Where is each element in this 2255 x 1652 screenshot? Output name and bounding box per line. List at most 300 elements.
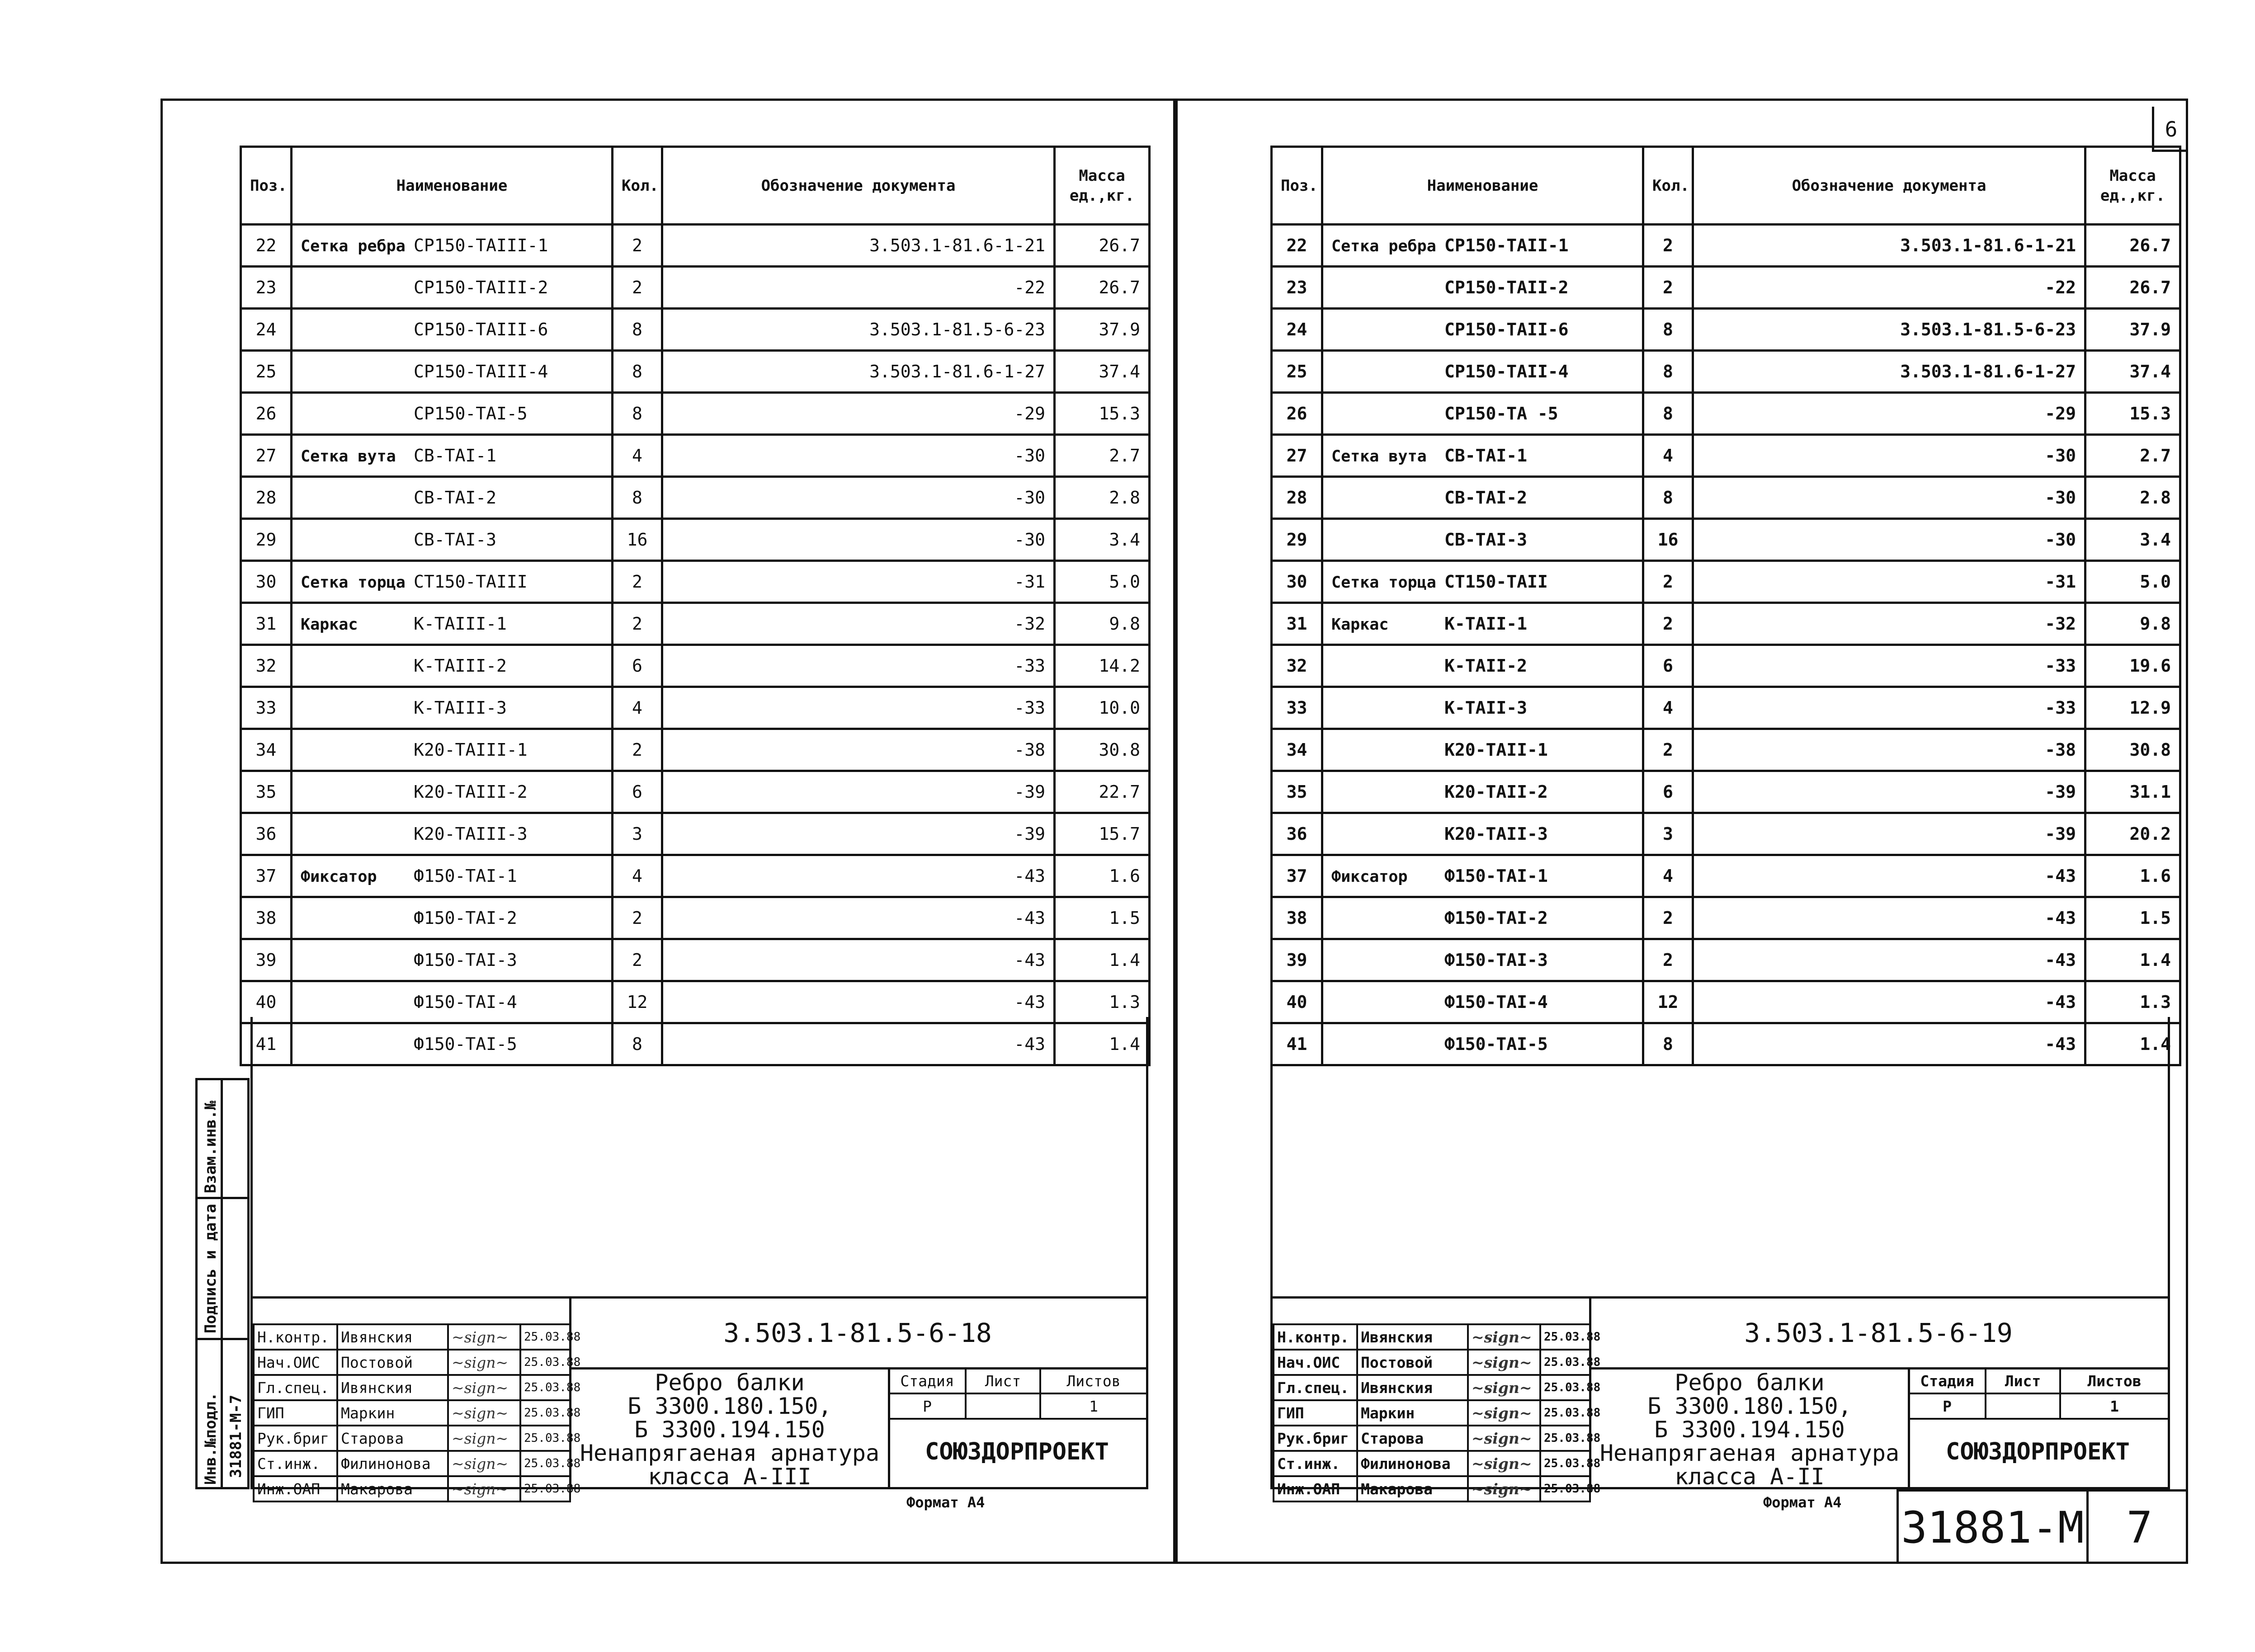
cell-item-name: К20-ТАII-2 bbox=[1444, 782, 1548, 802]
cell-pos: 25 bbox=[1272, 351, 1322, 393]
cell-item-name: Ф150-ТАI-5 bbox=[414, 1034, 517, 1054]
staff-role: Нач.ОИС bbox=[1274, 1350, 1357, 1375]
staff-name: Филинонова bbox=[337, 1451, 448, 1476]
cell-mass: 15.7 bbox=[1055, 813, 1150, 855]
table-row bbox=[241, 267, 1150, 309]
cell-doc: -43 bbox=[1693, 939, 2085, 981]
left-sheets-label: Листов bbox=[1040, 1368, 1147, 1393]
cell-name bbox=[292, 477, 613, 519]
cell-doc: -29 bbox=[662, 393, 1055, 435]
staff-role: Инж.ОАП bbox=[1274, 1476, 1357, 1501]
cell-pos: 30 bbox=[241, 561, 292, 603]
cell-qty: 8 bbox=[1643, 309, 1693, 351]
cell-mass: 5.0 bbox=[1055, 561, 1150, 603]
table-row bbox=[1272, 729, 2180, 771]
staff-name: Старова bbox=[337, 1426, 448, 1451]
table-row bbox=[1272, 309, 2180, 351]
staff-role: ГИП bbox=[254, 1400, 337, 1426]
left-org-name: СОЮЗДОРПРОЕКТ bbox=[925, 1438, 1109, 1465]
cell-pos: 22 bbox=[241, 225, 292, 267]
cell-item-name: Ф150-ТАI-5 bbox=[1444, 1034, 1548, 1054]
cell-qty: 8 bbox=[613, 393, 662, 435]
left-header-doc: Обозначение документа bbox=[662, 147, 1055, 225]
cell-pos: 24 bbox=[1272, 309, 1322, 351]
left-sheet-label: Лист bbox=[966, 1368, 1040, 1393]
staff-row bbox=[1274, 1426, 1590, 1451]
cell-item-name: СТ150-ТАII bbox=[1444, 572, 1548, 592]
cell-pos: 40 bbox=[241, 981, 292, 1023]
cell-item-name: Ф150-ТАI-3 bbox=[414, 950, 517, 970]
cell-qty: 12 bbox=[613, 981, 662, 1023]
staff-row bbox=[1274, 1400, 1590, 1426]
cell-pos: 40 bbox=[1272, 981, 1322, 1023]
staff-name: Ивянския bbox=[1357, 1324, 1468, 1350]
cell-name bbox=[1322, 309, 1643, 351]
cell-pos: 31 bbox=[241, 603, 292, 645]
table-row bbox=[1272, 603, 2180, 645]
cell-pos: 30 bbox=[1272, 561, 1322, 603]
left-sheet-value bbox=[966, 1393, 1040, 1419]
cell-pos: 22 bbox=[1272, 225, 1322, 267]
cell-group: Фиксатор bbox=[1331, 868, 1408, 886]
cell-pos: 23 bbox=[241, 267, 292, 309]
staff-row bbox=[254, 1375, 570, 1400]
table-row bbox=[241, 477, 1150, 519]
right-sheet-label: Лист bbox=[1986, 1368, 2060, 1393]
cell-qty: 6 bbox=[1643, 645, 1693, 687]
cell-qty: 2 bbox=[1643, 225, 1693, 267]
cell-mass: 3.4 bbox=[1055, 519, 1150, 561]
cell-item-name: К20-ТАIII-1 bbox=[414, 740, 528, 760]
table-row bbox=[241, 225, 1150, 267]
cell-item-name: СВ-ТАI-3 bbox=[414, 530, 497, 550]
cell-name bbox=[292, 645, 613, 687]
cell-pos: 26 bbox=[1272, 393, 1322, 435]
staff-row bbox=[1274, 1324, 1590, 1350]
cell-group: Фиксатор bbox=[301, 868, 377, 886]
album-page-number: 7 bbox=[2126, 1502, 2153, 1553]
staff-date: 25.03.88 bbox=[520, 1324, 570, 1350]
staff-signature: ~sign~ bbox=[1468, 1476, 1540, 1501]
staff-signature: ~sign~ bbox=[448, 1324, 520, 1350]
left-side-inv-label: Инв.№подл. bbox=[202, 1392, 220, 1485]
right-title-block bbox=[1270, 1296, 2170, 1498]
cell-doc: 3.503.1-81.6-1-21 bbox=[662, 225, 1055, 267]
staff-date: 25.03.88 bbox=[520, 1451, 570, 1476]
cell-name bbox=[292, 393, 613, 435]
cell-doc: -33 bbox=[1693, 645, 2085, 687]
cell-mass: 22.7 bbox=[1055, 771, 1150, 813]
table-row bbox=[1272, 687, 2180, 729]
cell-qty: 6 bbox=[613, 645, 662, 687]
staff-name: Макарова bbox=[337, 1476, 448, 1501]
cell-qty: 4 bbox=[1643, 435, 1693, 477]
cell-qty: 8 bbox=[613, 309, 662, 351]
cell-item-name: СР150-ТАII-1 bbox=[1444, 235, 1569, 255]
staff-row bbox=[254, 1426, 570, 1451]
cell-mass: 20.2 bbox=[2085, 813, 2180, 855]
cell-mass: 1.6 bbox=[1055, 855, 1150, 897]
cell-doc: -43 bbox=[1693, 1023, 2085, 1065]
staff-row bbox=[1274, 1476, 1590, 1501]
cell-item-name: К20-ТАIII-3 bbox=[414, 824, 528, 844]
cell-group: Сетка торца bbox=[1331, 574, 1436, 592]
cell-doc: -30 bbox=[662, 477, 1055, 519]
left-format-label: Формат А4 bbox=[906, 1494, 985, 1511]
staff-signature: ~sign~ bbox=[1468, 1375, 1540, 1400]
left-header-name: Наименование bbox=[292, 147, 613, 225]
cell-pos: 39 bbox=[1272, 939, 1322, 981]
cell-doc: -30 bbox=[662, 435, 1055, 477]
cell-mass: 12.9 bbox=[2085, 687, 2180, 729]
cell-qty: 8 bbox=[613, 351, 662, 393]
staff-date: 25.03.88 bbox=[1540, 1375, 1590, 1400]
cell-name bbox=[1322, 561, 1643, 603]
cell-qty: 12 bbox=[1643, 981, 1693, 1023]
cell-item-name: Ф150-ТАI-2 bbox=[414, 908, 517, 928]
cell-name bbox=[292, 729, 613, 771]
cell-group: Сетка ребра bbox=[1331, 237, 1436, 255]
cell-name bbox=[1322, 435, 1643, 477]
cell-group: Каркас bbox=[1331, 616, 1389, 634]
cell-item-name: К-ТАIII-1 bbox=[414, 614, 507, 634]
cell-mass: 26.7 bbox=[2085, 225, 2180, 267]
staff-signature: ~sign~ bbox=[448, 1426, 520, 1451]
cell-qty: 2 bbox=[613, 729, 662, 771]
table-row bbox=[1272, 645, 2180, 687]
cell-doc: -43 bbox=[1693, 897, 2085, 939]
cell-qty: 8 bbox=[1643, 477, 1693, 519]
cell-qty: 2 bbox=[613, 603, 662, 645]
cell-name bbox=[1322, 897, 1643, 939]
cell-qty: 2 bbox=[1643, 729, 1693, 771]
table-row bbox=[241, 771, 1150, 813]
cell-doc: -31 bbox=[1693, 561, 2085, 603]
cell-doc: -43 bbox=[662, 1023, 1055, 1065]
cell-item-name: К20-ТАIII-2 bbox=[414, 782, 528, 802]
right-header-doc: Обозначение документа bbox=[1693, 147, 2085, 225]
staff-signature: ~sign~ bbox=[1468, 1451, 1540, 1476]
cell-doc: -38 bbox=[1693, 729, 2085, 771]
right-header-pos: Поз. bbox=[1272, 147, 1322, 225]
staff-signature: ~sign~ bbox=[448, 1350, 520, 1375]
right-table-body bbox=[1272, 225, 2180, 1065]
cell-pos: 29 bbox=[1272, 519, 1322, 561]
cell-doc: 3.503.1-81.5-6-23 bbox=[1693, 309, 2085, 351]
left-staff-table bbox=[253, 1323, 581, 1502]
staff-name: Макарова bbox=[1357, 1476, 1468, 1501]
staff-role: Нач.ОИС bbox=[254, 1350, 337, 1375]
table-row bbox=[1272, 897, 2180, 939]
staff-row bbox=[254, 1400, 570, 1426]
cell-name bbox=[1322, 393, 1643, 435]
table-row bbox=[241, 813, 1150, 855]
cell-pos: 28 bbox=[1272, 477, 1322, 519]
table-row bbox=[1272, 393, 2180, 435]
cell-pos: 41 bbox=[241, 1023, 292, 1065]
cell-doc: -30 bbox=[662, 519, 1055, 561]
cell-qty: 4 bbox=[613, 855, 662, 897]
table-row bbox=[1272, 519, 2180, 561]
cell-mass: 1.5 bbox=[1055, 897, 1150, 939]
cell-name bbox=[292, 603, 613, 645]
cell-pos: 23 bbox=[1272, 267, 1322, 309]
cell-pos: 26 bbox=[241, 393, 292, 435]
cell-qty: 8 bbox=[1643, 393, 1693, 435]
cell-pos: 35 bbox=[1272, 771, 1322, 813]
table-row bbox=[1272, 267, 2180, 309]
cell-pos: 36 bbox=[241, 813, 292, 855]
left-header-qty: Кол. bbox=[613, 147, 662, 225]
cell-mass: 1.4 bbox=[2085, 939, 2180, 981]
staff-row bbox=[254, 1451, 570, 1476]
staff-date: 25.03.88 bbox=[1540, 1426, 1590, 1451]
cell-qty: 8 bbox=[1643, 351, 1693, 393]
cell-item-name: К-ТАII-2 bbox=[1444, 656, 1528, 676]
staff-row bbox=[254, 1324, 570, 1350]
cell-qty: 2 bbox=[613, 939, 662, 981]
left-stage-value: Р bbox=[889, 1393, 966, 1419]
table-row bbox=[241, 687, 1150, 729]
cell-item-name: СВ-ТАI-3 bbox=[1444, 530, 1528, 550]
staff-role: Н.контр. bbox=[1274, 1324, 1357, 1350]
right-sheets-value: 1 bbox=[2060, 1393, 2169, 1419]
staff-name: Ивянския bbox=[337, 1324, 448, 1350]
cell-pos: 39 bbox=[241, 939, 292, 981]
table-row bbox=[1272, 561, 2180, 603]
cell-mass: 37.9 bbox=[1055, 309, 1150, 351]
cell-doc: -30 bbox=[1693, 519, 2085, 561]
cell-item-name: СВ-ТАI-2 bbox=[414, 488, 497, 508]
cell-mass: 15.3 bbox=[1055, 393, 1150, 435]
cell-pos: 28 bbox=[241, 477, 292, 519]
cell-name bbox=[292, 855, 613, 897]
cell-mass: 30.8 bbox=[2085, 729, 2180, 771]
cell-mass: 1.4 bbox=[1055, 1023, 1150, 1065]
table-row bbox=[241, 435, 1150, 477]
staff-signature: ~sign~ bbox=[448, 1400, 520, 1426]
cell-doc: -43 bbox=[1693, 981, 2085, 1023]
cell-mass: 1.3 bbox=[1055, 981, 1150, 1023]
cell-doc: 3.503.1-81.5-6-23 bbox=[662, 309, 1055, 351]
staff-date: 25.03.88 bbox=[520, 1375, 570, 1400]
cell-name bbox=[292, 939, 613, 981]
right-title-text bbox=[1591, 1371, 1908, 1488]
cell-qty: 4 bbox=[613, 435, 662, 477]
cell-pos: 32 bbox=[241, 645, 292, 687]
cell-group: Сетка вута bbox=[301, 447, 396, 466]
cell-item-name: Ф150-ТАI-4 bbox=[1444, 992, 1548, 1012]
right-spec-table bbox=[1270, 146, 2179, 1066]
left-side-divider-v bbox=[221, 1078, 223, 1489]
cell-pos: 27 bbox=[1272, 435, 1322, 477]
cell-name bbox=[1322, 687, 1643, 729]
staff-date: 25.03.88 bbox=[520, 1426, 570, 1451]
staff-role: Инж.ОАП bbox=[254, 1476, 337, 1501]
cell-mass: 14.2 bbox=[1055, 645, 1150, 687]
cell-item-name: СВ-ТАI-2 bbox=[1444, 488, 1528, 508]
cell-mass: 26.7 bbox=[1055, 225, 1150, 267]
cell-mass: 9.8 bbox=[1055, 603, 1150, 645]
table-row bbox=[241, 729, 1150, 771]
cell-doc: -39 bbox=[662, 771, 1055, 813]
cell-name bbox=[1322, 225, 1643, 267]
table-row bbox=[241, 561, 1150, 603]
cell-qty: 2 bbox=[1643, 603, 1693, 645]
cell-mass: 5.0 bbox=[2085, 561, 2180, 603]
cell-doc: 3.503.1-81.6-1-21 bbox=[1693, 225, 2085, 267]
cell-mass: 19.6 bbox=[2085, 645, 2180, 687]
right-staff-table bbox=[1273, 1323, 1601, 1502]
cell-mass: 15.3 bbox=[2085, 393, 2180, 435]
cell-item-name: СР150-ТАIII-6 bbox=[414, 320, 548, 339]
left-table-empty-area bbox=[250, 1017, 1148, 1299]
cell-mass: 37.4 bbox=[1055, 351, 1150, 393]
cell-pos: 37 bbox=[1272, 855, 1322, 897]
staff-signature: ~sign~ bbox=[448, 1451, 520, 1476]
left-title-line-2: Б 3300.180.150, bbox=[627, 1393, 832, 1419]
table-row bbox=[1272, 771, 2180, 813]
right-sheets-label: Листов bbox=[2060, 1368, 2169, 1393]
cell-qty: 6 bbox=[1643, 771, 1693, 813]
left-header-mass: Масса ед.,кг. bbox=[1055, 147, 1150, 225]
right-page-number: 6 bbox=[2152, 107, 2188, 152]
cell-qty: 8 bbox=[613, 477, 662, 519]
album-code: 31881-М bbox=[1899, 1492, 2089, 1564]
cell-qty: 3 bbox=[613, 813, 662, 855]
cell-qty: 2 bbox=[613, 225, 662, 267]
cell-item-name: Ф150-ТАI-4 bbox=[414, 992, 517, 1012]
cell-qty: 8 bbox=[1643, 1023, 1693, 1065]
staff-signature: ~sign~ bbox=[448, 1476, 520, 1501]
table-row bbox=[1272, 225, 2180, 267]
cell-item-name: СР150-ТАII-6 bbox=[1444, 320, 1569, 339]
staff-row bbox=[254, 1350, 570, 1375]
staff-role: Рук.бриг bbox=[254, 1426, 337, 1451]
cell-doc: -29 bbox=[1693, 393, 2085, 435]
cell-doc: -39 bbox=[1693, 771, 2085, 813]
cell-pos: 32 bbox=[1272, 645, 1322, 687]
left-stage-table bbox=[888, 1367, 1148, 1420]
cell-group: Каркас bbox=[301, 616, 358, 634]
staff-signature: ~sign~ bbox=[1468, 1426, 1540, 1451]
cell-doc: 3.503.1-81.6-1-27 bbox=[662, 351, 1055, 393]
cell-name bbox=[1322, 771, 1643, 813]
cell-qty: 2 bbox=[1643, 897, 1693, 939]
cell-group: Сетка торца bbox=[301, 574, 406, 592]
cell-mass: 1.3 bbox=[2085, 981, 2180, 1023]
left-doc-code: 3.503.1-81.5-6-18 bbox=[723, 1318, 992, 1348]
cell-item-name: СР150-ТАII-4 bbox=[1444, 362, 1569, 381]
cell-doc: -22 bbox=[662, 267, 1055, 309]
staff-name: Маркин bbox=[1357, 1400, 1468, 1426]
cell-pos: 24 bbox=[241, 309, 292, 351]
cell-pos: 38 bbox=[241, 897, 292, 939]
cell-mass: 26.7 bbox=[2085, 267, 2180, 309]
cell-doc: -32 bbox=[662, 603, 1055, 645]
cell-item-name: СТ150-ТАIII bbox=[414, 572, 528, 592]
cell-item-name: СР150-ТАIII-1 bbox=[414, 235, 548, 255]
right-title-line-1: Ребро балки bbox=[1675, 1370, 1825, 1396]
right-header-row bbox=[1272, 147, 2180, 225]
cell-name bbox=[292, 771, 613, 813]
cell-mass: 3.4 bbox=[2085, 519, 2180, 561]
cell-mass: 2.8 bbox=[1055, 477, 1150, 519]
staff-role: Н.контр. bbox=[254, 1324, 337, 1350]
staff-date: 25.03.88 bbox=[520, 1350, 570, 1375]
staff-name: Постовой bbox=[337, 1350, 448, 1375]
table-row bbox=[241, 897, 1150, 939]
left-stage-label: Стадия bbox=[889, 1368, 966, 1393]
staff-signature: ~sign~ bbox=[448, 1375, 520, 1400]
cell-pos: 38 bbox=[1272, 897, 1322, 939]
table-row bbox=[241, 351, 1150, 393]
cell-item-name: СР150-ТАIII-2 bbox=[414, 278, 548, 297]
cell-pos: 25 bbox=[241, 351, 292, 393]
cell-pos: 27 bbox=[241, 435, 292, 477]
cell-mass: 2.8 bbox=[2085, 477, 2180, 519]
cell-pos: 41 bbox=[1272, 1023, 1322, 1065]
left-header-pos: Поз. bbox=[241, 147, 292, 225]
table-row bbox=[1272, 351, 2180, 393]
cell-doc: -43 bbox=[662, 855, 1055, 897]
cell-qty: 16 bbox=[613, 519, 662, 561]
right-table-empty-area bbox=[1270, 1017, 2170, 1299]
left-side-sign-label: Подпись и дата bbox=[202, 1204, 220, 1333]
table-row bbox=[241, 519, 1150, 561]
cell-pos: 33 bbox=[241, 687, 292, 729]
table-row bbox=[241, 603, 1150, 645]
right-title-line-2: Б 3300.180.150, bbox=[1647, 1393, 1852, 1419]
cell-item-name: К-ТАII-3 bbox=[1444, 698, 1528, 718]
cell-qty: 4 bbox=[613, 687, 662, 729]
cell-item-name: СР150-ТА -5 bbox=[1444, 404, 1558, 424]
staff-role: Гл.спец. bbox=[1274, 1375, 1357, 1400]
cell-doc: -33 bbox=[1693, 687, 2085, 729]
cell-doc: -43 bbox=[662, 897, 1055, 939]
table-row bbox=[241, 645, 1150, 687]
cell-item-name: Ф150-ТАI-3 bbox=[1444, 950, 1548, 970]
cell-name bbox=[1322, 477, 1643, 519]
cell-mass: 31.1 bbox=[2085, 771, 2180, 813]
staff-name: Постовой bbox=[1357, 1350, 1468, 1375]
cell-qty: 2 bbox=[1643, 561, 1693, 603]
cell-name bbox=[292, 435, 613, 477]
cell-name bbox=[1322, 645, 1643, 687]
cell-mass: 9.8 bbox=[2085, 603, 2180, 645]
cell-name bbox=[292, 225, 613, 267]
cell-doc: -39 bbox=[662, 813, 1055, 855]
table-row bbox=[1272, 477, 2180, 519]
left-title-line-3: Б 3300.194.150 bbox=[634, 1417, 825, 1443]
right-doc-code: 3.503.1-81.5-6-19 bbox=[1744, 1318, 2013, 1348]
right-header-qty: Кол. bbox=[1643, 147, 1693, 225]
table-row bbox=[241, 393, 1150, 435]
cell-qty: 2 bbox=[613, 897, 662, 939]
cell-qty: 3 bbox=[1643, 813, 1693, 855]
right-stage-table bbox=[1908, 1367, 2170, 1420]
cell-name bbox=[1322, 855, 1643, 897]
cell-name bbox=[292, 687, 613, 729]
cell-doc: -31 bbox=[662, 561, 1055, 603]
cell-name bbox=[292, 309, 613, 351]
cell-pos: 29 bbox=[241, 519, 292, 561]
right-org-name: СОЮЗДОРПРОЕКТ bbox=[1946, 1438, 2130, 1465]
cell-mass: 10.0 bbox=[1055, 687, 1150, 729]
staff-date: 25.03.88 bbox=[520, 1476, 570, 1501]
left-title-line-1: Ребро балки bbox=[655, 1370, 805, 1396]
cell-mass: 37.9 bbox=[2085, 309, 2180, 351]
